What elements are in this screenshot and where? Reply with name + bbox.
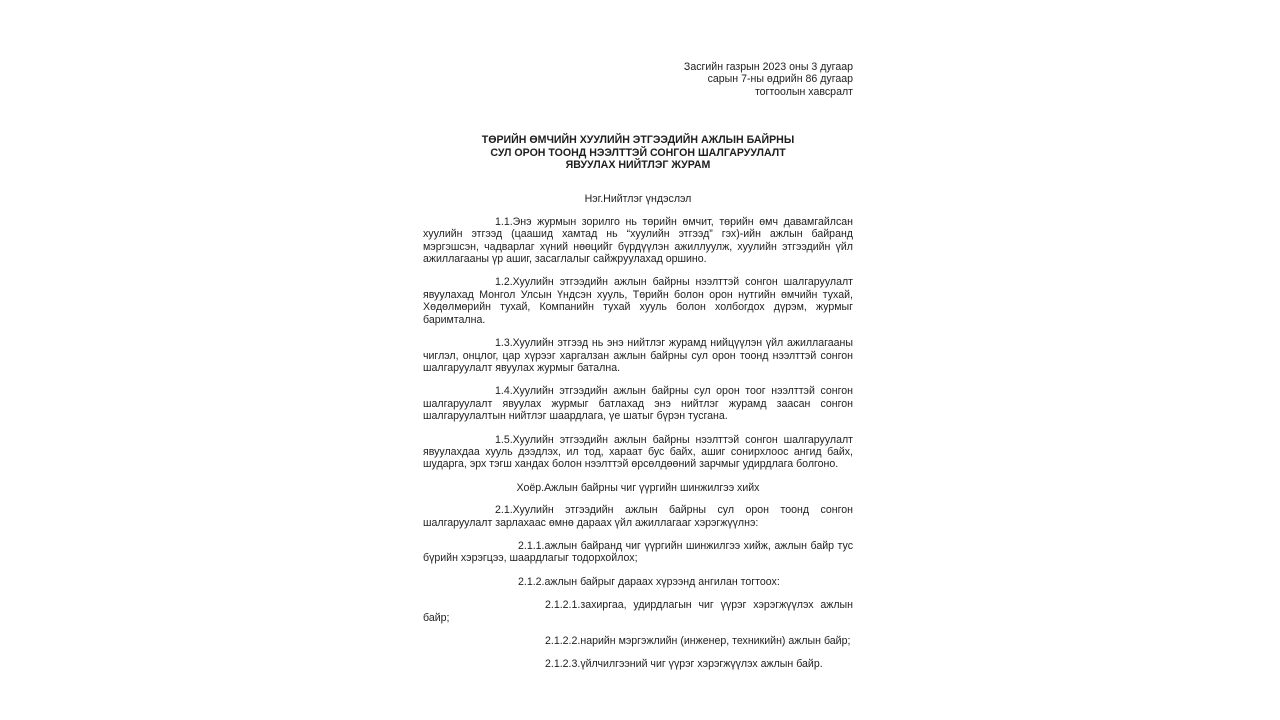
paragraph-1-3: 1.3.Хуулийн этгээд нь энэ нийтлэг журамд нийцүүлэн үйл ажиллагааны чиглэл, онцлог, цар хүрээг харгалзан ажлын байрны сул орон тоонд нээлттэй сонгон шалгаруулалт явуулах журмыг батална. (423, 337, 853, 374)
annotation-line-2: сарын 7-ны өдрийн 86 дугаар (707, 73, 853, 86)
document-body (423, 61, 853, 682)
document-title (423, 134, 853, 171)
paragraph-2-1-2-3: 2.1.2.3.үйлчилгээний чиг үүрэг хэрэгжүүлэх ажлын байр. (545, 658, 823, 671)
paragraph-2-1-2-2: 2.1.2.2.нарийн мэргэжлийн (инженер, техникийн) ажлын байр; (545, 635, 851, 647)
paragraph-1-4: 1.4.Хуулийн этгээдийн ажлын байрны сул орон тоог нээлттэй сонгон шалгаруулалт явуулах журмыг батлахад энэ нийтлэг журамд заасан сонгон шалгаруулалтын нийтлэг шаардлага, үе шатыг бүрэн тусгана. (423, 385, 853, 423)
annotation-line-3: тогтоолын хавсралт (754, 85, 853, 98)
title-line-1: ТӨРИЙН ӨМЧИЙН ХУУЛИЙН ЭТГЭЭДИЙН АЖЛЫН БАЙРНЫ (481, 134, 795, 147)
paragraph-2-1-2-1: 2.1.2.1.захиргаа, удирдлагын чиг үүрэг хэрэгжүүлэх ажлын байр; (423, 599, 853, 624)
paragraph-1-1: 1.1.Энэ журмын зорилго нь төрийн өмчит, төрийн өмч давамгайлсан хуулийн этгээд (цаашид хамтад нь “хуулийн этгээд” гэх)-ийн ажлын байранд мэргэшсэн, чадварлаг хүний нөөцийг бүрдүүлэн ажиллуулж, хуулийн этгээдийн үйл ажиллагааны үр ашиг, засаглалыг сайжруулахад оршино. (423, 215, 853, 266)
decree-annotation (423, 61, 853, 98)
paragraph-2-1-1: 2.1.1.ажлын байранд чиг үүргийн шинжилгээ хийж, ажлын байр тус бүрийн хэрэгцээ, шаардлагыг тодорхойлох; (423, 539, 853, 565)
title-line-2: СУЛ ОРОН ТООНД НЭЭЛТТЭЙ СОНГОН ШАЛГАРУУЛАЛТ (490, 146, 786, 159)
paragraph-1-2: 1.2.Хуулийн этгээдийн ажлын байрны нээлттэй сонгон шалгаруулалт явуулахад Монгол Улсын Үндсэн хууль, Төрийн болон орон нутгийн өмчийн тухай, Хөдөлмөрийн тухай, Компанийн тухай хууль болон холбогдох дүрэм, журмыг баримтална. (423, 276, 853, 326)
title-line-3: ЯВУУЛАХ НИЙТЛЭГ ЖУРАМ (565, 159, 711, 172)
section-heading-two: Хоёр.Ажлын байрны чиг үүргийн шинжилгээ хийх (516, 481, 760, 494)
annotation-line-1: Засгийн газрын 2023 оны 3 дугаар (683, 61, 853, 73)
section-heading-one: Нэг.Нийтлэг үндэслэл (584, 193, 692, 206)
paragraph-2-1-2: 2.1.2.ажлын байрыг дараах хүрээнд ангилан тогтоох: (518, 575, 780, 588)
paragraph-1-5: 1.5.Хуулийн этгээдийн ажлын байрны нээлттэй сонгон шалгаруулалт явуулахдаа хууль дээдлэх, ил тод, хараат бус байх, ашиг сонирхлоос ангид байх, шударга, эрх тэгш хандах болон нээлттэй өрсөлдөөний зарчмыг удирдлага болгоно. (423, 433, 853, 471)
paragraph-2-1: 2.1.Хуулийн этгээдийн ажлын байрны сул орон тоонд сонгон шалгаруулалт зарлахаас өмнө дараах үйл ажиллагааг хэрэгжүүлнэ: (423, 504, 853, 529)
